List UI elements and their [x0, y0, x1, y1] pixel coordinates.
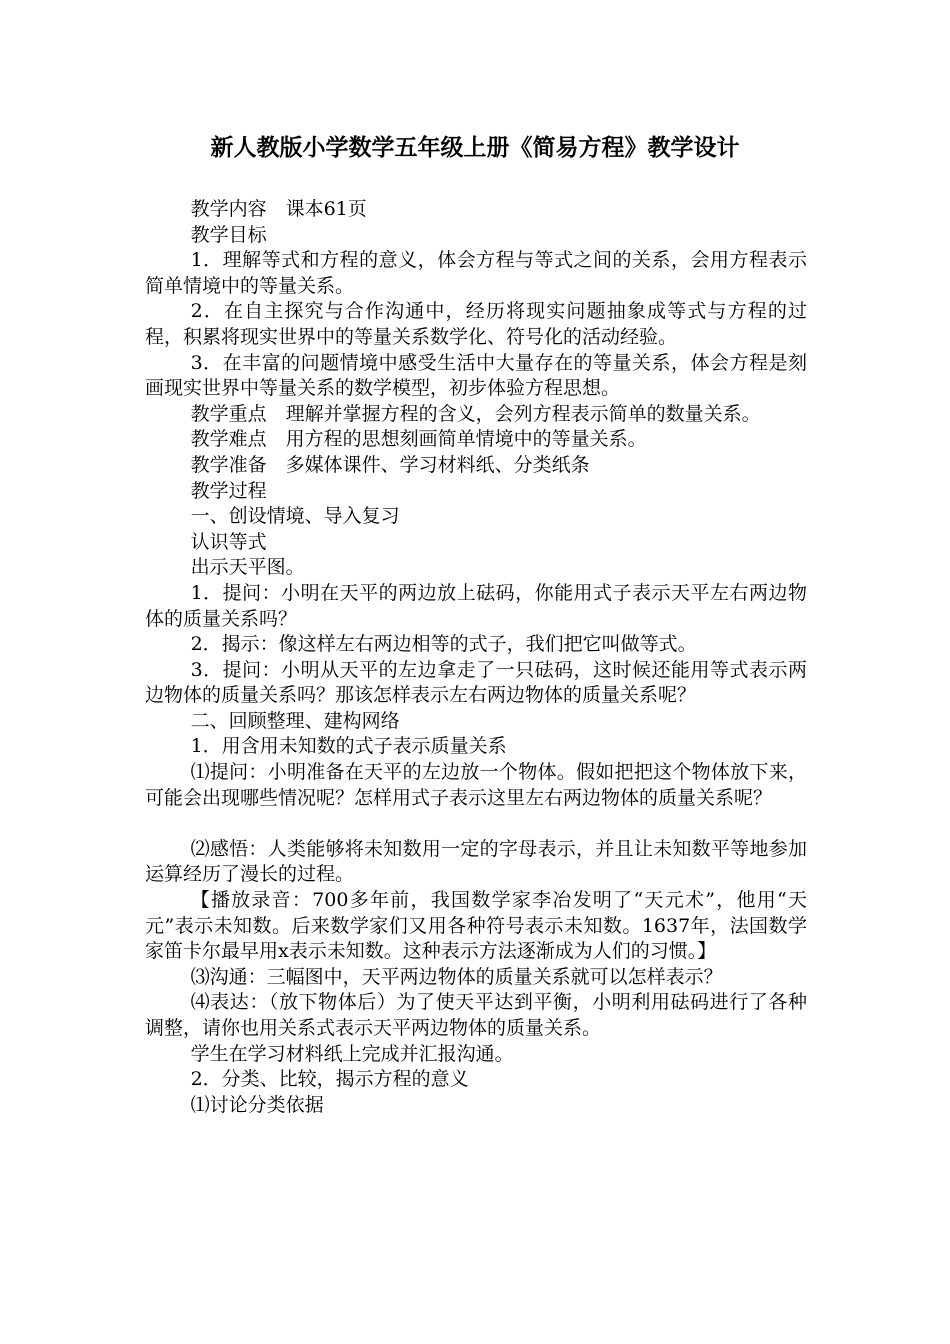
paragraph-section-1: 一、创设情境、导入复习 — [190, 505, 400, 528]
paragraph-sub-4: ⑷表达：（放下物体后）为了使天平达到平衡，小明利用砝码进行了各种调整，请你也用关系式表示天平两边物体的质量关系。 — [145, 991, 807, 1039]
paragraph-reveal-2: 2．揭示：像这样左右两边相等的式子，我们把它叫做等式。 — [190, 633, 697, 656]
paragraph-item-2: 2．分类、比较，揭示方程的意义 — [190, 1068, 469, 1091]
paragraph-recording: 【播放录音：700多年前，我国数学家李冶发明了“天元术”，他用“天元”表示未知数。后来数学家们又用各种符号表示未知数。1637年，法国数学家笛卡尔最早用x表示未知数。这种表示方法逐渐成为人们的习惯。】 — [145, 889, 807, 963]
paragraph-difficulty: 教学难点 用方程的思想刻画简单情境中的等量关系。 — [190, 428, 647, 451]
paragraph-section-2: 二、回顾整理、建构网络 — [190, 709, 400, 732]
paragraph-process-heading: 教学过程 — [190, 479, 267, 502]
paragraph-sub-1: ⑴提问：小明准备在天平的左边放一个物体。假如把把这个物体放下来，可能会出现哪些情况呢？怎样用式子表示这里左右两边物体的质量关系呢？ — [145, 761, 807, 809]
blank-line — [145, 811, 807, 837]
document-body — [145, 197, 807, 1118]
paragraph-sub-discuss: ⑴讨论分类依据 — [190, 1093, 324, 1116]
paragraph-objectives-heading: 教学目标 — [190, 223, 267, 246]
paragraph-preparation: 教学准备 多媒体课件、学习材料纸、分类纸条 — [190, 453, 590, 476]
paragraph-question-1: 1．提问：小明在天平的两边放上砝码，你能用式子表示天平左右两边物体的质量关系吗？ — [145, 581, 807, 630]
paragraph-objective-3: 3．在丰富的问题情境中感受生活中大量存在的等量关系，体会方程是刻画现实世界中等量关系的数学模型，初步体验方程思想。 — [145, 351, 807, 400]
paragraph-content: 教学内容 课本61页 — [190, 198, 367, 220]
paragraph-student-report: 学生在学习材料纸上完成并汇报沟通。 — [190, 1042, 514, 1065]
paragraph-key-point: 教学重点 理解并掌握方程的含义，会列方程表示简单的数量关系。 — [190, 402, 761, 425]
paragraph-question-3: 3．提问：小明从天平的左边拿走了一只砝码，这时候还能用等式表示两边物体的质量关系吗？那该怎样表示左右两边物体的质量关系呢？ — [145, 658, 807, 707]
paragraph-objective-2: 2．在自主探究与合作沟通中，经历将现实问题抽象成等式与方程的过程，积累将现实世界中的等量关系数学化、符号化的活动经验。 — [145, 300, 807, 348]
paragraph-sub-2: ⑵感悟：人类能够将未知数用一定的字母表示，并且让未知数平等地参加运算经历了漫长的过程。 — [145, 837, 807, 886]
paragraph-sub-3: ⑶沟通：三幅图中，天平两边物体的质量关系就可以怎样表示？ — [190, 965, 723, 988]
paragraph-show-balance: 出示天平图。 — [190, 556, 305, 579]
paragraph-recognize-equation: 认识等式 — [190, 530, 267, 553]
paragraph-item-1: 1．用含用未知数的式子表示质量关系 — [190, 735, 507, 758]
paragraph-objective-1: 1．理解等式和方程的意义，体会方程与等式之间的关系，会用方程表示简单情境中的等量关系。 — [145, 249, 807, 297]
document-title: 新人教版小学数学五年级上册《简易方程》教学设计 — [210, 135, 740, 161]
